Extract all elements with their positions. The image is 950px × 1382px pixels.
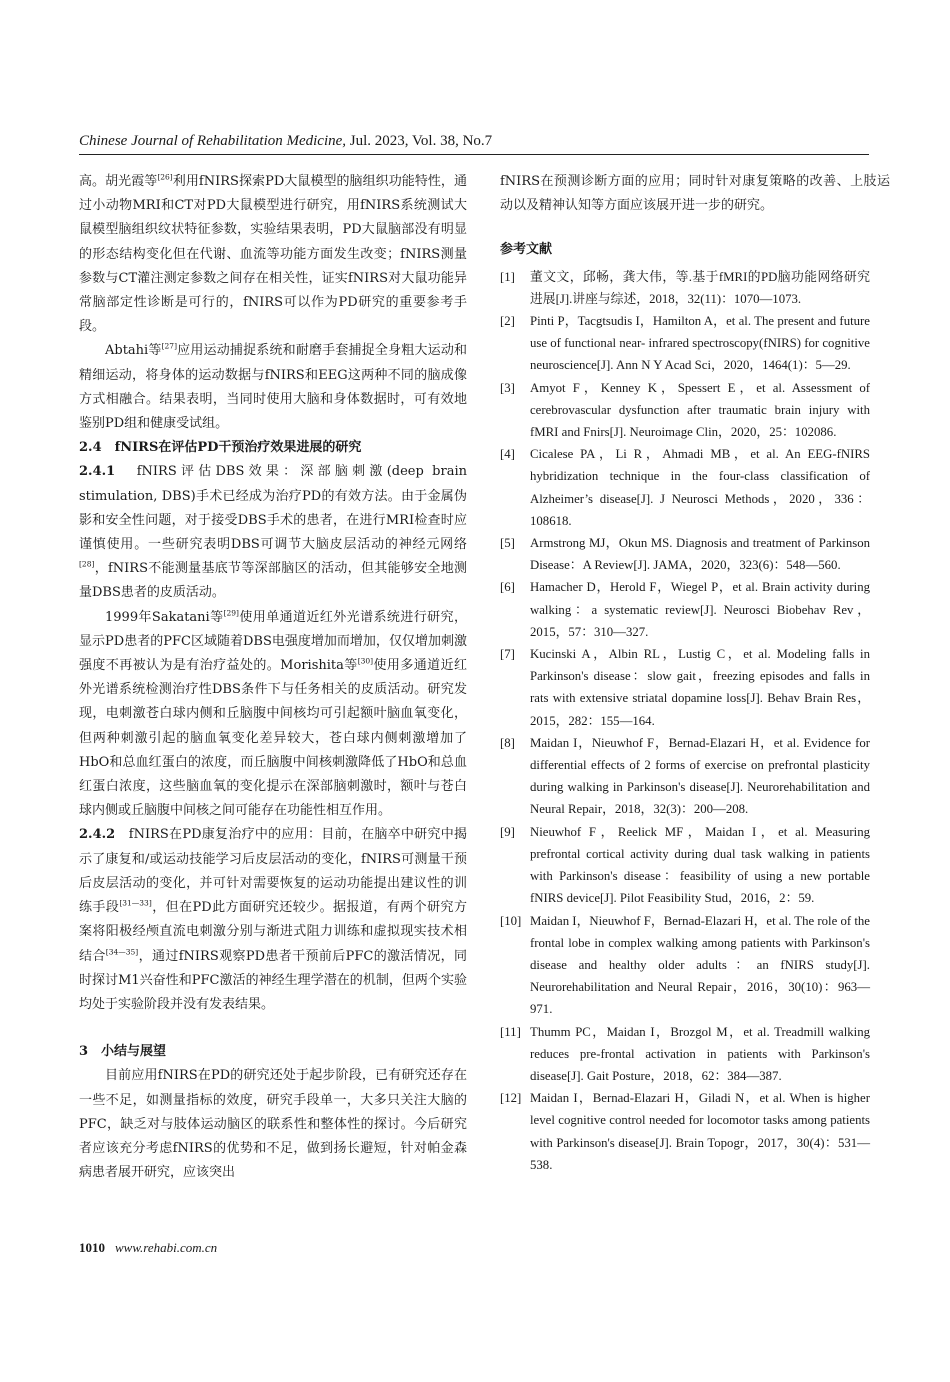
reference-text: Cicalese PA，Li R，Ahmadi MB，et al. An EEG-fNIRS hybridization technique in the four-class classification of Alzheimer’s disease[J]. J Neurosci Methods，2020，336：108618.	[530, 447, 870, 528]
reference-text: Pinti P，Tacgtsudis I，Hamilton A，et al. The present and future use of functional near- infrared spectroscopy(fNIRS) for cognitive neuroscience[J]. Ann N Y Acad Sci，2020，1464(1)：5—29.	[530, 314, 870, 373]
reference-text: Thumm PC，Maidan I，Brozgol M，et al. Treadmill walking reduces pre-frontal activation in patients with Parkinson's disease[J]. Gait Posture，2018，62：384—387.	[530, 1024, 870, 1083]
text: Abtahi等	[105, 343, 162, 359]
citation: [27]	[161, 342, 177, 352]
reference-item	[500, 576, 890, 643]
header-divider	[79, 154, 869, 155]
text: 高。胡光霞等	[79, 174, 158, 189]
subsection-number: 2.4.2	[79, 827, 116, 843]
text: ，通过fNIRS观察PD患者干预前后PFC的激活情况，同时探讨M1兴奋性和PFC激活的神经生理学潜在的机制，但两个实验均处于实验阶段并没有发表结果。	[79, 948, 467, 1012]
section-2-4-heading: 2.4 fNIRS在评估PD干预治疗效果进展的研究	[79, 440, 362, 456]
reference-text: Maidan I，Bernad-Elazari H，Giladi N，et al. When is higher level cognitive control needed for locomotor tasks among patients with Parkinson's disease[J]. Brain Topogr，2017，30(4)：531—538.	[530, 1091, 870, 1172]
paragraph-3	[79, 606, 467, 824]
text: 应用运动捕捉系统和耐磨手套捕捉全身粗大运动和精细运动，将身体的运动数据与fNIRS和EEG这两种不同的脑成像方式相融合。结果表明，当同时使用大脑和身体数据时，可有效地鉴别PD组和健康受试组。	[79, 343, 467, 432]
paragraph-2	[79, 339, 467, 436]
reference-number: [11]	[500, 1024, 521, 1039]
reference-number: [8]	[500, 735, 515, 750]
subsection-number: 2.4.1	[79, 464, 116, 480]
reference-item	[500, 1087, 890, 1176]
page-footer	[79, 1240, 217, 1256]
paragraph-4: 目前应用fNIRS在PD的研究还处于起步阶段，已有研究还存在一些不足，如测量指标的效度，研究手段单一，大多只关注大脑的PFC，缺乏对与肢体运动脑区的联系性和整体性的探讨。今后研究者应该充分考虑fNIRS的优势和不足，做到扬长避短，针对帕金森病患者展开研究，应该突出	[79, 1068, 467, 1181]
reference-number: [10]	[500, 913, 522, 928]
text: 使用多通道近红外光谱系统检测治疗性DBS条件下与任务相关的皮质活动。研究发现，电刺激苍白球内侧和丘脑腹中间核均可引起额叶脑血氧变化，但两种刺激引起的脑血氧变化差异较大，苍白球内侧刺激增加了HbO和总血红蛋白的浓度，而丘脑腹中间核刺激降低了HbO和总血红蛋白浓度，这些脑血氧的变化提示在深部脑刺激时，额叶与苍白球内侧或丘脑腹中间核之间可能存在功能性相互作用。	[79, 658, 467, 819]
reference-item	[500, 821, 890, 910]
text: 利用fNIRS探索PD大鼠模型的脑组织功能特性，通过小动物MRI和CT对PD大鼠模型进行研究，用fNIRS系统测试大鼠模型脑组织纹状特征参数，实验结果表明，PD大鼠脑部没有明显的形态结构变化但在代谢、血流等功能方面发生改变；fNIRS测量参数与CT灌注测定参数之间存在相关性，证实fNIRS对大鼠功能异常脑部定性诊断是可行的，fNIRS可以作为PD研究的重要参考手段。	[79, 174, 467, 335]
text: 1999年Sakatani等	[105, 609, 224, 625]
reference-item	[500, 732, 890, 821]
reference-text: Amyot F，Kenney K，Spessert E，et al. Assessment of cerebrovascular dysfunction after traumatic brain injury with fMRI and Fnirs[J]. Neuroimage Clin，2020，25：102086.	[530, 380, 870, 440]
reference-text: 董文文，邱畅，龚大伟，等.基于fMRI的PD脑功能网络研究进展[J].讲座与综述，2018，32(11)：1070—1073.	[530, 269, 870, 306]
section-3-heading: 3 小结与展望	[79, 1044, 167, 1060]
references-heading: 参考文献	[500, 242, 553, 258]
right-column	[500, 170, 890, 1176]
citation: [34—35]	[105, 947, 139, 957]
text: 使用单通道近红外光谱系统进行研究，显示PD患者的PFC区域随着DBS电强度增加而增加，仅仅增加刺激强度不再被认为是有治疗益处的。Morishita等	[79, 609, 467, 674]
reference-number: [3]	[500, 380, 515, 395]
reference-item	[500, 266, 890, 310]
text: fNIRS在PD康复治疗中的应用：目前，在脑卒中研究中揭示了康复和/或运动技能学习后皮层活动的变化，fNIRS可测量干预后皮层活动的变化，并可针对需要恢复的运动功能提出建议性的训练手段	[79, 827, 467, 916]
reference-number: [1]	[500, 269, 515, 284]
reference-number: [6]	[500, 580, 515, 595]
citation: [28]	[79, 559, 95, 569]
reference-number: [9]	[500, 824, 515, 839]
paragraph-1	[79, 170, 467, 339]
reference-text: Nieuwhof F，Reelick MF，Maidan I，et al. Measuring prefrontal cortical activity during dual task walking in patients with Parkinson's disease：feasibility of using a new portable fNIRS device[J]. Pilot Feasibility Stud，2016，2：59.	[530, 824, 870, 906]
reference-list	[500, 266, 890, 1176]
text: ，但在PD此方面研究还较少。据报道，有两个研究方案将阳极经颅直流电刺激分别与渐进式阻力训练和虚拟现实技术相结合	[79, 900, 467, 964]
text: fNIRS评估DBS效果：深部脑刺激(deep brain stimulation, DBS)手术已经成为治疗PD的有效方法。由于金属伪影和安全性问题，对于接受DBS手术的患者，在进行MRI检查时应谨慎使用。一些研究表明DBS可调节大脑皮层活动的神经元网络	[79, 464, 467, 553]
reference-number: [12]	[500, 1091, 522, 1106]
reference-item	[500, 1021, 890, 1088]
reference-number: [2]	[500, 314, 515, 329]
section-2-4-1	[79, 460, 467, 605]
citation: [31—33]	[119, 898, 152, 908]
reference-item	[500, 377, 890, 444]
reference-text: Hamacher D，Herold F，Wiegel P，et al. Brain activity during walking：a systematic review[J]. Neurosci Biobehav Rev，2015，57：310—327.	[530, 580, 870, 639]
reference-number: [4]	[500, 447, 515, 462]
paragraph-continued: fNIRS在预测诊断方面的应用；同时针对康复策略的改善、上肢运动以及精神认知等方面应该展开进一步的研究。	[500, 174, 890, 214]
section-2-4-2	[79, 823, 467, 1017]
reference-item	[500, 910, 890, 1021]
journal-name: Chinese Journal of Rehabilitation Medicine,	[79, 133, 347, 149]
reference-text: Maidan I，Nieuwhof F，Bernad-Elazari H，et al. Evidence for differential effects of 2 forms of exercise on prefrontal plasticity during walking in Parkinson's disease[J]. Neurorehabilitation and Neural Repair，2018，32(3)：200—208.	[530, 735, 870, 817]
reference-item	[500, 643, 890, 732]
left-column	[79, 170, 467, 1185]
journal-issue: Jul. 2023, Vol. 38, No.7	[346, 133, 493, 149]
running-header	[79, 133, 492, 150]
citation: [26]	[157, 172, 173, 182]
reference-text: Armstrong MJ，Okun MS. Diagnosis and treatment of Parkinson Disease：A Review[J]. JAMA，2020，323(6)：548—560.	[530, 536, 870, 573]
reference-text: Kucinski A，Albin RL，Lustig C，et al. Modeling falls in Parkinson's disease：slow gait，freezing episodes and falls in rats with extensive striatal dopamine loss[J]. Behav Brain Res，2015，282：155—164.	[530, 647, 870, 728]
reference-text: Maidan I，Nieuwhof F，Bernad-Elazari H，et al. The role of the frontal lobe in complex walking among patients with Parkinson's disease and healthy older adults：an fNIRS study[J]. Neurorehabilitation and Neural Repair，2016，30(10)：963—971.	[530, 913, 870, 1017]
citation: [29]	[223, 608, 239, 618]
citation: [30]	[357, 656, 374, 666]
reference-number: [5]	[500, 536, 515, 551]
reference-item	[500, 532, 890, 576]
page-number: 1010	[79, 1240, 105, 1255]
reference-item	[500, 443, 890, 532]
site-url: www.rehabi.com.cn	[115, 1240, 218, 1255]
reference-item	[500, 310, 890, 377]
text: ，fNIRS不能测量基底节等深部脑区的活动，但其能够安全地测量DBS患者的皮质活动。	[79, 561, 467, 601]
reference-number: [7]	[500, 647, 515, 662]
